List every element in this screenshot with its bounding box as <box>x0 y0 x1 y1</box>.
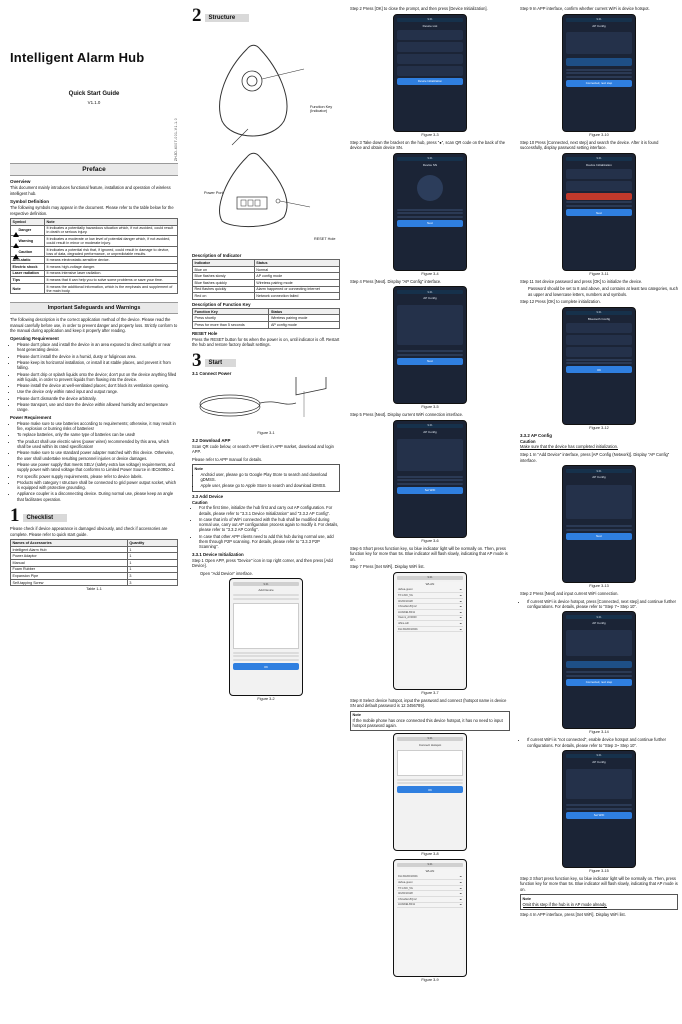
list-item: • Please don't dismantle the device arbitrarily. <box>17 396 178 401</box>
list-item: • If current WiFi is "not connected", enable device hotspot and continue further configurations. For details, please refer to "Step 3~ Step 10". <box>527 737 678 748</box>
phone-screenshot-fig35 <box>393 286 467 404</box>
indicator-name: Blue on <box>193 266 255 273</box>
ap-bullets-1 <box>520 599 678 610</box>
overview-text: This document mainly introduces functional feature, installation and operation of wireless intelligent hub. <box>10 185 171 196</box>
wifi-item[interactable] <box>397 627 463 633</box>
add-device-heading: 3.3 Add Device <box>192 494 224 500</box>
figure-caption: Figure 3-13 <box>589 584 609 589</box>
phone-screen-title: AP Config <box>592 621 606 626</box>
phone-next-button[interactable]: Next <box>566 209 632 216</box>
phone-screen-title: Device List <box>422 23 438 28</box>
table-row <box>193 273 340 280</box>
doc-subtitle: Quick Start Guide <box>68 91 120 97</box>
preface-bar: Preface <box>10 163 178 176</box>
accessory-qty: 1 <box>127 546 177 553</box>
list-item: • Please use power supply that meets SELV (safety extra low voltage) requirements, and supply power with rated voltage that conforms to Limited Power Source in IEC60950-1. <box>17 462 178 473</box>
checklist-header <box>10 505 178 527</box>
safeguards-intro: The following description is the correct application method of the device. Please read the manual carefully before use, in order to prevent danger and property loss. Strictly conform to the manual during application and keep it properly after reading. <box>10 317 178 334</box>
table-row <box>11 270 178 277</box>
phone-status-bar: 9:41 <box>397 424 463 428</box>
list-item: • If current WiFi is device hotspot, press [Connected, next step] and continue further configurations. For details, please refer to "Step 7~ Step 10". <box>527 599 678 610</box>
function-status: AP config mode <box>269 321 340 328</box>
wifi-icon: ☁ <box>459 892 462 896</box>
function-action: Press for more than 5 seconds <box>193 321 269 328</box>
wifi-icon: ☁ <box>459 588 462 592</box>
wifi-icon: ☁ <box>459 875 462 879</box>
symbol-note: It indicates a moderate or low level of potential danger which, if not avoided, could result in minor or moderate injury. <box>45 236 178 247</box>
wifi-item[interactable] <box>397 903 463 909</box>
phone-connected-button[interactable]: Connected, next step <box>566 679 632 686</box>
figure-caption: Figure 3-5 <box>421 405 439 410</box>
wifi-name: TP-LINK_5G <box>398 594 413 598</box>
wifi-name: office-wifi <box>398 622 409 625</box>
table-row <box>11 264 178 271</box>
list-item: • Use the device only within rated input and output range. <box>17 389 178 394</box>
step-7-text: Step 7 Press [Set WiFi]. Display WiFi list. <box>350 564 425 570</box>
note-title: Note <box>522 896 531 901</box>
function-action: Press shortly <box>193 315 269 322</box>
indicator-status: Normal <box>254 266 339 273</box>
table-row <box>11 573 178 580</box>
indicator-name: Red flashes quickly <box>193 286 255 293</box>
wifi-icon: ☁ <box>459 622 462 625</box>
symbol-label: Caution <box>18 249 33 254</box>
phone-screenshot-fig314 <box>562 611 636 729</box>
figure-caption: Figure 3-11 <box>589 271 609 276</box>
accessory-qty: 1 <box>127 553 177 560</box>
doc-sidecode: ZHJD-4007-001-V1.1.0 <box>174 118 178 162</box>
list-item: • For the first time, initialize the hub first and carry out AP configuration. For details, please refer to "3.3.1 Device Initialization" and "3.3.2 AP Config". <box>199 505 340 516</box>
note-box <box>350 711 510 731</box>
step-10-text: Step 10 Press [Connected, next step] and search the device. After it is found successfully, display password setting interface. <box>520 139 659 151</box>
list-item: • To replace batteries, only the same type of batteries can be used! <box>17 432 178 437</box>
step-2-text: Step 2 Press [OK] to close the prompt, and then press [Device Initialization]. <box>350 6 488 11</box>
table-row <box>11 246 178 257</box>
reset-heading: RESET Hole <box>192 330 218 336</box>
accessory-qty: 3 <box>127 573 177 580</box>
wifi-icon: ☁ <box>459 594 462 598</box>
phone-screenshot-fig311 <box>562 153 636 271</box>
connect-power-heading: 3.1 Connect Power <box>192 370 232 376</box>
indicator-name: Blue flashes slowly <box>193 273 255 280</box>
function-status-header: Status <box>269 308 340 315</box>
wifi-name: ChinaNet-8Qm2 <box>398 897 417 901</box>
list-item: • The product shall use electric wires (power wires) recommended by this area, which shall be used within its rated specification! <box>17 439 178 450</box>
step-6-text: Step 6 Short press function key, so blue indicator light will be normally on. Then, press function key for more than 5s. Blue indicator will flash slowly, indicating that AP mode is on. <box>350 545 508 562</box>
wifi-name: Xiaomi_AX3000 <box>398 616 417 620</box>
table-row <box>11 277 178 284</box>
list-item: • Please transport, use and store the device within allowed humidity and temperature range. <box>17 402 178 413</box>
checklist-table <box>10 539 178 586</box>
caution-body: Make sure that the device has completed initialization. <box>520 443 619 449</box>
note-body: If the mobile phone has once connected this device hotspot, it has no need to input hotspot password again. <box>352 718 503 729</box>
note-body: Omit this step if the hub is in AP mode already. <box>522 901 607 907</box>
table-row <box>193 321 340 328</box>
ap-bullets-2 <box>520 737 678 748</box>
accessory-name: Expansion Pipe <box>11 573 128 580</box>
figure-caption: Figure 3-1 <box>257 430 275 435</box>
step-1-text: Step 1 Open APP, press "Device" icon in top right corner, and then press [Add Device]. <box>192 557 333 569</box>
wifi-icon: ☁ <box>459 605 462 609</box>
table-row <box>11 236 178 247</box>
list-item: • Please don't place and install the device in an area exposed to direct sunlight or near heat generating device. <box>17 342 178 353</box>
phone-screen-title: AP Config <box>592 23 606 28</box>
figure-caption: Figure 3-12 <box>589 425 609 430</box>
table-row <box>193 293 340 300</box>
structure-number: 2 <box>192 5 202 26</box>
step-5-text: Step 5 Press [Next]. Display current WiFi connection interface. <box>350 412 464 418</box>
figure-caption: Figure 3-8 <box>421 851 439 856</box>
list-item: • For specific power supply requirements, please refer to device labels. <box>17 474 178 479</box>
phone-screen-title: AP Config <box>592 475 606 480</box>
table-row <box>11 566 178 573</box>
phone-screen-title: Connect Hotspot <box>418 742 442 747</box>
note-title: Note <box>352 713 361 718</box>
phone-screenshot-fig315 <box>562 750 636 868</box>
symbol-heading: Symbol Definition <box>10 199 50 205</box>
start-number: 3 <box>192 349 202 371</box>
table-row <box>193 279 340 286</box>
phone-screenshot-fig313 <box>562 465 636 583</box>
table-row <box>11 560 178 567</box>
accessory-col-header: Names of Accessories <box>11 540 128 547</box>
overview-heading: Overview <box>10 179 31 184</box>
phone-screen-title: Device SN <box>422 162 438 167</box>
phone-status-bar: 9:41 <box>566 311 632 315</box>
phone-connected-button[interactable]: Connected, next step <box>566 80 632 87</box>
phone-ok-button[interactable]: OK <box>233 663 299 670</box>
phone-status-bar: 9:41 <box>397 290 463 294</box>
phone-status-bar: 9:41 <box>566 18 632 22</box>
figure-caption: Figure 3-15 <box>589 868 609 873</box>
phone-device-init-button[interactable]: Device Initialization <box>397 78 463 85</box>
ap-config-heading: 3.3.2 AP Config <box>520 432 552 438</box>
checklist-title: Checklist <box>23 514 68 522</box>
phone-ok-button[interactable]: OK <box>397 786 463 793</box>
laser-icon: Laser radiation <box>12 271 39 276</box>
phone-screen-title: Bluetooth Config <box>587 316 611 321</box>
phone-screenshot-fig34 <box>393 153 467 271</box>
start-title: Start <box>205 359 237 367</box>
list-item: • Please keep its horizontal installation, or install it at stable places, and prevent it from falling. <box>17 360 178 371</box>
symbol-note: It means intensive laser radiation. <box>45 270 178 277</box>
figure-caption: Figure 3-2 <box>257 697 275 702</box>
symbol-note: It means that it can help you to solve some problems or save your time. <box>45 277 178 284</box>
column-four <box>514 0 682 1024</box>
wifi-name: dahua-guest <box>398 881 413 885</box>
phone-warning-banner <box>566 193 632 200</box>
phone-status-bar: 9:41 <box>397 576 463 580</box>
reset-hole-label: RESET Hole <box>314 237 336 242</box>
power-heading: Power Requirement <box>10 414 52 420</box>
accessory-name: Manual <box>11 560 128 567</box>
list-item: • Please make sure to use batteries according to requirements; otherwise, it may result in fire, explosion or burning risks of batteries! <box>17 421 178 432</box>
wifi-icon: ☁ <box>459 886 462 890</box>
figure-caption: Figure 3-7 <box>421 690 439 695</box>
wifi-icon: ☁ <box>459 599 462 603</box>
structure-title: Structure <box>205 14 250 22</box>
indicator-table <box>192 259 340 300</box>
list-item: • Please make sure to use standard power adapter matched with this device. Otherwise, the user shall undertake resulting personnel injuries or device damages. <box>17 450 178 461</box>
phone-status-bar: 9:41 <box>566 157 632 161</box>
status-col-header: Status <box>254 260 339 267</box>
phone-status-bar: 9:41 <box>397 18 463 22</box>
function-table <box>192 308 340 329</box>
column-two <box>186 0 346 1024</box>
wifi-icon: ☁ <box>459 897 462 901</box>
symbol-label: Warning <box>18 239 34 244</box>
table-row <box>11 283 178 294</box>
symbol-note: It indicates a potentially hazardous situation which, if not avoided, could result in death or serious injury. <box>45 225 178 236</box>
table-row <box>11 546 178 553</box>
caution-title: Caution <box>520 438 536 444</box>
list-item: • Apple user, please go to Apple Store to search and download iDMSS. <box>201 483 338 488</box>
note-col-header: Note <box>45 219 178 226</box>
phone-status-bar: 9:41 <box>566 754 632 758</box>
tips-icon: Tips <box>12 278 21 283</box>
symbol-note: It means electrostatic-sensitive device. <box>45 257 178 264</box>
ap-step-2: Step 2 Press [Next] and input current WiFi connection. <box>520 591 619 597</box>
phone-status-bar: 9:41 <box>233 582 299 586</box>
operating-list <box>10 342 178 413</box>
note-box <box>192 464 340 492</box>
indicator-status: Network connection failed <box>254 293 339 300</box>
safeguards-bar: Important Safeguards and Warnings <box>10 302 178 314</box>
step-11-text: Step 11 Set device password and press [OK] to initialize the device. <box>520 278 643 284</box>
electric-shock-icon: Electric shock <box>12 264 38 269</box>
phone-screenshot-fig39 <box>393 859 467 977</box>
indicator-status: Alarm happened or connecting internet <box>254 286 339 293</box>
phone-screenshot-fig312 <box>562 307 636 425</box>
download-app-heading: 3.2 Download APP <box>192 437 231 443</box>
download-text-2: Please refer to APP manual for details. <box>192 456 263 462</box>
table-row <box>193 286 340 293</box>
list-item: • Please don't drip or splash liquids onto the device; don't put on the device anything filled with liquids, in order to prevent liquids from flowing into the device. <box>17 372 178 383</box>
power-list <box>10 421 178 502</box>
indicator-name: Blue flashes quickly <box>193 279 255 286</box>
wifi-icon: ☁ <box>459 610 462 614</box>
function-key-label: Function Key (Indicator) <box>310 105 333 114</box>
wifi-name: DH-SN20190301 <box>398 875 418 879</box>
wifi-name: DH-SN20190301 <box>398 627 418 631</box>
phone-screenshot-fig36 <box>393 420 467 538</box>
figure-caption: Figure 3-4 <box>421 271 439 276</box>
phone-screenshot-fig310 <box>562 14 636 132</box>
accessory-qty: 3 <box>127 579 177 586</box>
indicator-heading: Description of Indicator <box>192 253 242 259</box>
list-item: • In case that other APP clients need to add this hub during normal use, add them through P2P scanning. For details, please refer to "3.3.3 P2P Scanning". <box>199 534 340 550</box>
wifi-icon: ☁ <box>459 627 462 631</box>
figure-caption: Figure 3-3 <box>421 132 439 137</box>
checklist-text: Please check if device appearance is damaged obviously, and check if accessories are complete. Please refer to quick start guide. <box>10 526 168 537</box>
checklist-caption: Table 1-1 <box>86 587 102 592</box>
phone-status-bar: 9:41 <box>566 469 632 473</box>
symbol-note: It means the additional information, which is the emphasis and supplement of the main body. <box>45 283 178 294</box>
phone-screenshot-fig38 <box>393 733 467 851</box>
table-row <box>11 579 178 586</box>
list-item: • Products with category I structure shall be connected to grid power output socket, which is equipped with protective grounding. <box>17 480 178 491</box>
antistatic-icon: Anti-static <box>12 258 31 263</box>
accessory-qty: 1 <box>127 566 177 573</box>
phone-next-button[interactable]: Next <box>566 533 632 540</box>
accessory-name: Intelligent Alarm Hub <box>11 546 128 553</box>
phone-setwifi-button[interactable]: Set WiFi <box>566 812 632 819</box>
symbol-note: It means high-voltage danger. <box>45 264 178 271</box>
phone-screen-title: Device Initialization <box>586 162 612 167</box>
phone-status-bar: 9:41 <box>397 737 463 741</box>
wifi-icon: ☁ <box>459 616 462 620</box>
wifi-name: 4K20190128 <box>398 599 413 603</box>
power-connection-diagram <box>192 377 342 429</box>
accessory-name: Power Adaptor <box>11 553 128 560</box>
symbol-text: The following symbols may appear in the document. Please refer to the table below for the respective definition. <box>10 205 174 216</box>
column-left <box>0 0 186 1024</box>
wifi-icon: ☁ <box>459 903 462 907</box>
step-11-sub: Password should be set to 8 and above, and contains at least two categories, such as upper and lowercase letters, numbers and symbols. <box>528 286 678 297</box>
checklist-number: 1 <box>10 505 20 527</box>
phone-ok-button[interactable]: OK <box>566 366 632 373</box>
list-item: • Appliance coupler is a disconnecting device. During normal use, please keep an angle that facilitates operation. <box>17 491 178 502</box>
column-three <box>346 0 514 1024</box>
figure-caption: Figure 3-9 <box>421 977 439 982</box>
function-col-header: Function Key <box>193 308 269 315</box>
step-8-text: Step 8 Select device hotspot, input the password and connect (hotspot name is device SN and default password is 12 3456789). <box>350 697 507 709</box>
download-text-1: Scan QR code below, or search APP client in APP market, download and login APP. <box>192 443 334 455</box>
list-item: • In case that info of WiFi connected with the hub shall be modified during normal use, carry out AP configuration process again to modify it. For details, please refer to "3.3.2 AP Config". <box>199 517 340 533</box>
indicator-status: Wireless pairing mode <box>254 279 339 286</box>
figure-caption: Figure 3-6 <box>421 538 439 543</box>
reset-text: Press the RESET button for 6s when the power is on, until indicator is off. Restart the hub and restore factory default settings. <box>192 336 340 348</box>
caution-title: Caution <box>192 500 208 506</box>
phone-next-button[interactable]: Next <box>397 358 463 365</box>
accessory-name: Foam Rubber <box>11 566 128 573</box>
phone-setwifi-button[interactable]: Set WiFi <box>397 487 463 494</box>
table-row <box>11 225 178 236</box>
list-item: • Please don't install the device in a humid, dusty or fuliginous area. <box>17 354 178 359</box>
quantity-col-header: Quantity <box>127 540 177 547</box>
symbol-label: Danger <box>18 228 32 233</box>
list-item: • Android user, please go to Google Play Store to search and download gDMSS. <box>201 472 338 483</box>
accessory-name: Self-tapping Screw <box>11 579 128 586</box>
symbol-note: It indicates a potential risk that, if ignored, could result in damage to device, loss of data, degraded performance, or unpredictable results. <box>45 246 178 257</box>
function-heading: Description of Function Key <box>192 301 251 307</box>
step-1-sub: Open "Add Device" interface. <box>200 570 253 576</box>
phone-next-button[interactable]: Next <box>397 220 463 227</box>
phone-status-bar: 9:41 <box>397 157 463 161</box>
figure-caption: Figure 3-14 <box>589 730 609 735</box>
phone-screenshot-fig37 <box>393 572 467 690</box>
ap-step-4: Step 4 In APP interface, press [Set WiFi]. Display WiFi list. <box>520 912 626 918</box>
phone-screen-title: WLAN <box>425 868 435 873</box>
table-row <box>11 257 178 264</box>
step-12-text: Step 12 Press [OK] to complete initialization. <box>520 299 601 305</box>
step-3-text: Step 3 Take down the bracket on the hub, press "●", scan QR code on the back of the device and obtain device SN. <box>350 139 506 151</box>
start-header <box>192 349 340 371</box>
list-item: • Please install the device at well-ventilated places; don't block its ventilation opening. <box>17 383 178 388</box>
phone-status-bar: 9:41 <box>397 863 463 867</box>
table-row <box>11 553 178 560</box>
note-icon: Note <box>12 286 21 291</box>
note-box <box>520 894 678 910</box>
device-init-heading: 3.3.1 Device Initialization <box>192 551 244 557</box>
indicator-status: AP config mode <box>254 273 339 280</box>
page-title: Intelligent Alarm Hub <box>10 50 145 65</box>
power-port-label: Power Port <box>204 191 223 196</box>
phone-screenshot-fig32 <box>229 578 303 696</box>
wifi-name: HUAWEI-B311 <box>398 903 416 907</box>
phone-screen-title: Add Device <box>258 588 274 593</box>
wifi-name: 4K20190128 <box>398 892 413 896</box>
symbol-col-header: Symbol <box>11 219 45 226</box>
structure-header <box>192 5 340 26</box>
step-9-text: Step 9 In APP interface, confirm whether current WiFi is device hotspot. <box>520 6 650 11</box>
operating-heading: Operating Requirement <box>10 335 59 341</box>
phone-screen-title: AP Config <box>592 759 606 764</box>
table-row <box>193 266 340 273</box>
step-4-text: Step 4 Press [Next]. Display "AP Config" interface. <box>350 278 442 284</box>
table-row <box>193 315 340 322</box>
indicator-name: Red on <box>193 293 255 300</box>
phone-status-bar: 9:41 <box>566 615 632 619</box>
ap-step-1: Step 1 In "Add Device" interface, press [AP Config (Network)]. Display "AP Config" interface. <box>520 452 670 463</box>
symbol-table <box>10 218 178 294</box>
wifi-icon: ☁ <box>459 881 462 885</box>
wifi-name: dahua-guest <box>398 588 413 592</box>
phone-screen-title: AP Config <box>423 429 437 434</box>
ap-step-3: Step 3 Short press function key, so blue indicator light will be normally on. Then, press function key for more than 5s. Blue indicator will flash slowly, indicating that AP mode is on. <box>520 875 678 892</box>
note-title: Note <box>194 466 203 471</box>
doc-version: V1.1.0 <box>87 100 101 105</box>
wifi-name: HUAWEI-B311 <box>398 610 416 614</box>
caution-list <box>192 505 340 550</box>
accessory-qty: 1 <box>127 560 177 567</box>
wifi-name: ChinaNet-8Qm2 <box>398 605 417 609</box>
phone-screen-title: AP Config <box>423 296 437 301</box>
wifi-name: TP-LINK_5G <box>398 886 413 890</box>
figure-caption: Figure 3-10 <box>589 132 609 137</box>
indicator-col-header: Indicator <box>193 260 255 267</box>
phone-screenshot-fig33 <box>393 14 467 132</box>
function-status: Wireless pairing mode <box>269 315 340 322</box>
phone-screen-title: WLAN <box>425 581 435 586</box>
